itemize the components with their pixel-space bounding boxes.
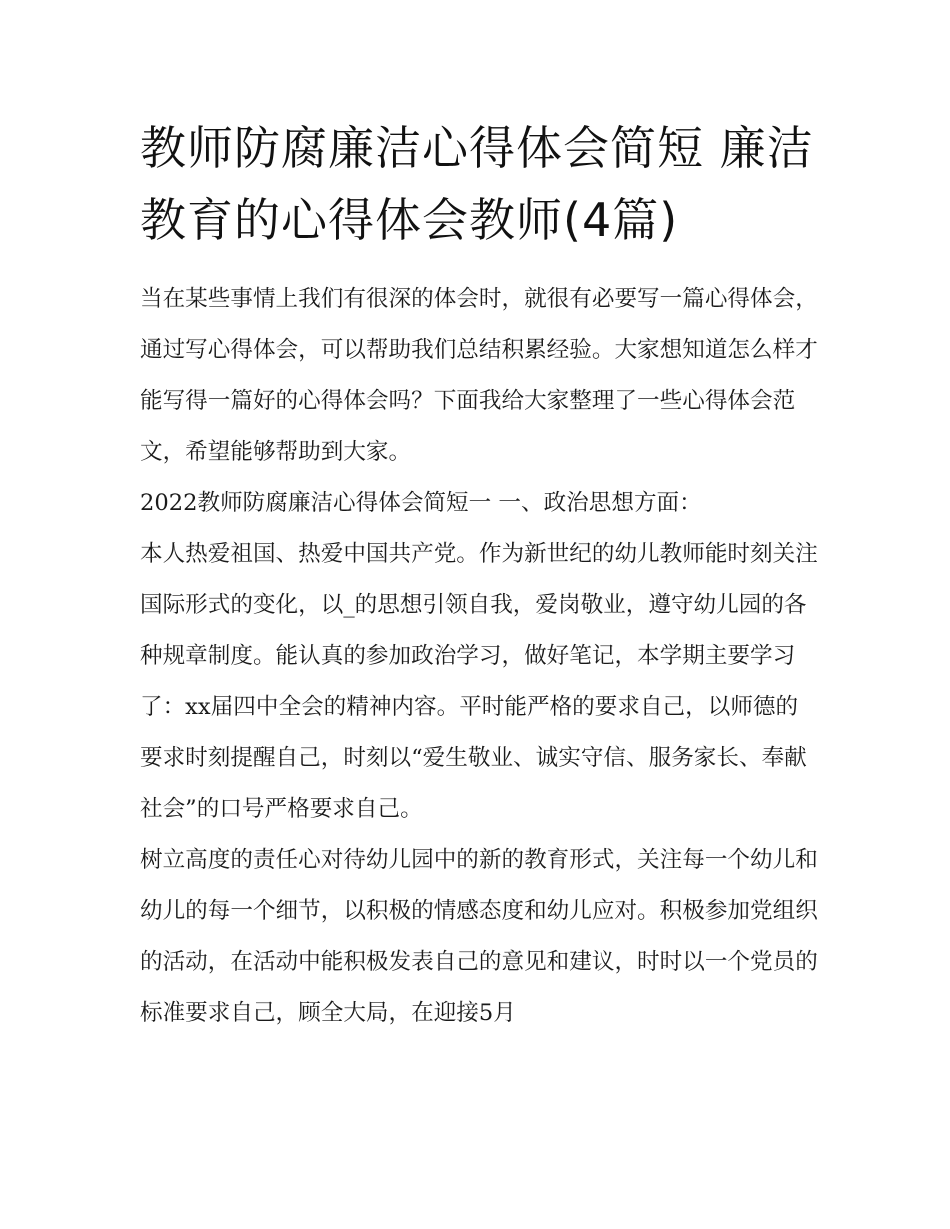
body-paragraph-2: 树立高度的责任心对待幼儿园中的新的教育形式，关注每一个幼儿和幼儿的每一个细节，以积极的情感态度和幼儿应对。积极参加党组织的活动，在活动中能积极发表自己的意见和建议，时时以一个党员的标准要求自己，顾全大局，在迎接5月 bbox=[140, 847, 818, 1026]
section-heading-politics: 2022教师防腐廉洁心得体会简短一 一、政治思想方面： bbox=[140, 490, 702, 516]
document-body bbox=[140, 112, 820, 1039]
document-title: 教师防腐廉洁心得体会简短 廉洁教育的心得体会教师(4篇) bbox=[140, 121, 814, 247]
body-paragraph-1: 本人热爱祖国、热爱中国共产党。作为新世纪的幼儿教师能时刻关注国际形式的变化，以_的思想引领自我，爱岗敬业，遵守幼儿园的各种规章制度。能认真的参加政治学习，做好笔记，本学期主要学习了：xx届四中全会的精神内容。平时能严格的要求自己，以师德的要求时刻提醒自己，时刻以“爱生敬业、诚实守信、服务家长、奉献社会”的口号严格要求自己。 bbox=[140, 541, 818, 822]
intro-paragraph: 当在某些事情上我们有很深的体会时，就很有必要写一篇心得体会，通过写心得体会，可以帮助我们总结积累经验。大家想知道怎么样才能写得一篇好的心得体会吗？下面我给大家整理了一些心得体会范文，希望能够帮助到大家。 bbox=[140, 286, 818, 465]
